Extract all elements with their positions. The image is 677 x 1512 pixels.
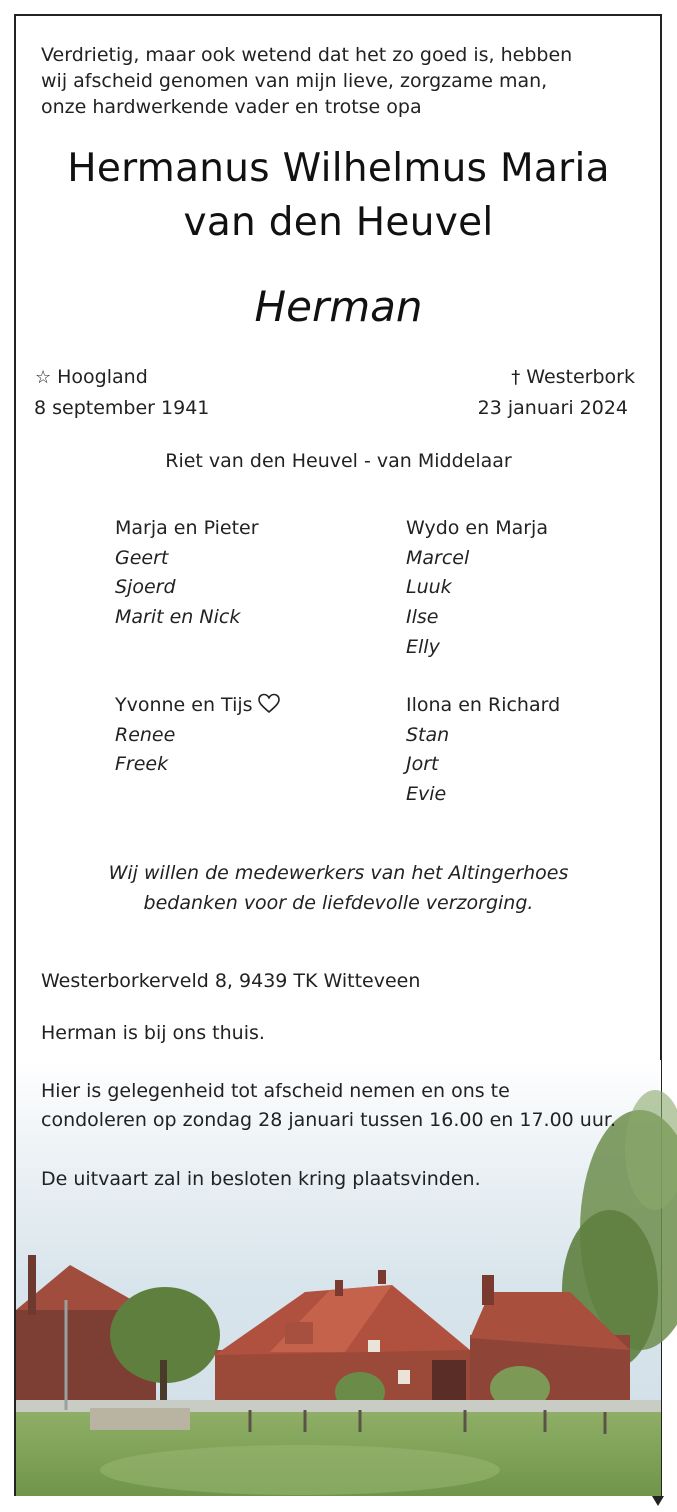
death-place: Westerbork	[526, 366, 635, 388]
grandchild: Stan	[406, 723, 450, 746]
grandchild: Ilse	[406, 606, 439, 629]
birth-info	[34, 362, 209, 423]
family-parents: Ilona en Richard	[406, 694, 561, 716]
name-line-1: Hermanus Wilhelmus Maria	[67, 146, 610, 191]
calling-name: Herman	[254, 282, 423, 331]
spouse-name: Riet van den Heuvel - van Middelaar	[165, 450, 512, 472]
grandchild: Evie	[406, 783, 447, 806]
grandchild: Jort	[406, 753, 439, 776]
family-block	[406, 691, 560, 810]
home-notice: Herman is bij ons thuis.	[41, 1022, 265, 1044]
grandchild: Elly	[406, 635, 440, 658]
birth-place: Hoogland	[57, 366, 148, 388]
cross-icon: †	[511, 367, 521, 388]
family-block	[115, 691, 281, 780]
name-line-2: van den Heuvel	[183, 200, 494, 245]
thanks-text	[0, 858, 677, 918]
intro-line: onze hardwerkende vader en trotse opa	[41, 96, 422, 118]
family-block	[115, 514, 259, 633]
thanks-line-1: Wij willen de medewerkers van het Altingerhoes	[108, 862, 569, 884]
address: Westerborkerveld 8, 9439 TK Witteveen	[41, 970, 421, 992]
intro-text	[41, 42, 641, 120]
family-block	[406, 514, 548, 663]
condolence-line-1: Hier is gelegenheid tot afscheid nemen en ons te	[41, 1080, 510, 1102]
thanks-line-2: bedanken voor de liefdevolle verzorging.	[143, 892, 534, 914]
death-info	[478, 362, 635, 423]
grandchild: Sjoerd	[115, 576, 176, 599]
family-parents: Marja en Pieter	[115, 517, 259, 539]
birth-date: 8 september 1941	[34, 397, 210, 419]
heart-icon	[257, 693, 281, 714]
intro-line: wij afscheid genomen van mijn lieve, zorgzame man,	[41, 70, 548, 92]
grandchild: Freek	[115, 753, 169, 776]
grandchild: Marcel	[406, 546, 470, 569]
family-parents: Yvonne en Tijs	[115, 694, 253, 716]
condolence-line-2: condoleren op zondag 28 januari tussen 16.00 en 17.00 uur.	[41, 1109, 616, 1131]
grandchild: Geert	[115, 546, 169, 569]
condolence-notice	[41, 1077, 651, 1135]
death-date: 23 januari 2024	[477, 397, 628, 419]
deceased-full-name	[0, 142, 677, 250]
triangle-down-icon	[652, 1496, 664, 1506]
intro-line: Verdrietig, maar ook wetend dat het zo goed is, hebben	[41, 44, 573, 66]
grandchild: Renee	[115, 723, 176, 746]
funeral-notice: De uitvaart zal in besloten kring plaatsvinden.	[41, 1168, 481, 1190]
family-parents: Wydo en Marja	[406, 517, 548, 539]
grandchild: Luuk	[406, 576, 452, 599]
grandchild: Marit en Nick	[115, 606, 241, 629]
star-icon: ☆	[35, 367, 52, 388]
